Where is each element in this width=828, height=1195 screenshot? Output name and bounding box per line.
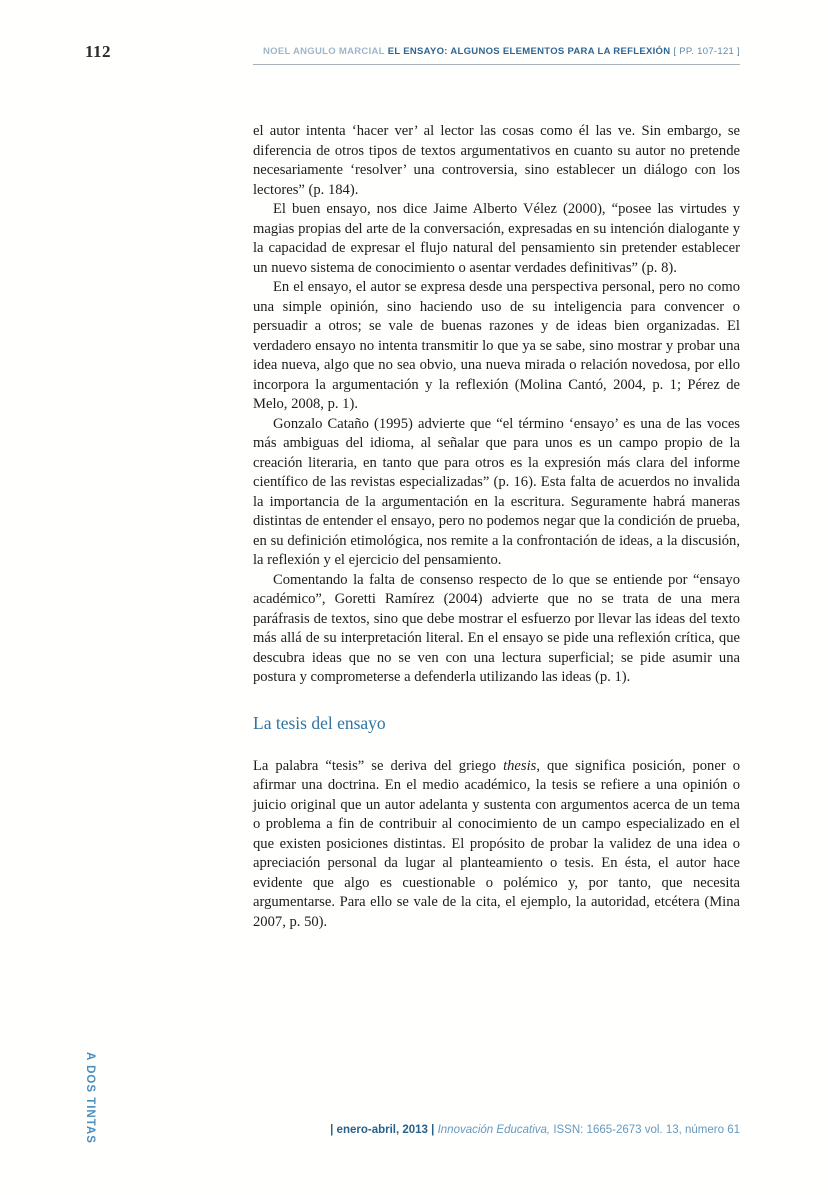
paragraph-text: , que significa posición, poner o afirmar una doctrina. En el medio académico, la tesis se refiere a una opinión o juicio original que un autor adelanta y sustenta con argumentos acerca de un tema o problema a fin de contribuir al conocimiento de un campo especializado en el que existen posiciones distintas. El propósito de probar la validez de una idea o apreciación personal da lugar al planteamiento o tesis. En ésta, el autor hace evidente que algo es cuestionable o polémico y, por tanto, que necesita argumentarse. Para ello se vale de la cita, el ejemplo, la autoridad, etcétera (Mina 2007, p. 50). bbox=[253, 757, 740, 930]
page-number: 112 bbox=[85, 42, 112, 61]
paragraph: En el ensayo, el autor se expresa desde una perspectiva personal, pero no como una simple opinión, sino haciendo uso de su inteligencia para convencer o persuadir a otros; se vale de buenas razones y de ideas bien organizadas. El verdadero ensayo no intenta transmitir lo que ya se sabe, sino mostrar y probar una idea nueva, algo que no sea obvio, una nueva mirada o relación novedosa, por ello incorpora la argumentación y la reflexión (Molina Cantó, 2004, p. 1; Pérez de Melo, 2008, p. 1). bbox=[253, 279, 740, 412]
paragraph: Gonzalo Cataño (1995) advierte que “el término ‘ensayo’ es una de las voces más ambiguas del idioma, al señalar que para unos es un campo propio de la creación literaria, en tanto que para otros es la expresión más clara del informe científico de las revistas especializadas” (p. 16). Esta falta de acuerdos no invalida la importancia de la argumentación en la escritura. Seguramente habrá maneras distintas de entender el ensayo, pero no podemos negar que la condición de prueba, en su definición etimológica, nos remite a la confrontación de ideas, a la discusión, la reflexión y el ejercicio del pensamiento. bbox=[253, 415, 740, 568]
section-label-vertical: A DOS TINTAS bbox=[84, 1052, 96, 1144]
paragraph: Comentando la falta de consenso respecto de lo que se entiende por “ensayo académico”, Goretti Ramírez (2004) advierte que no se trata de una mera paráfrasis de textos, sino que debe mostrar el esfuerzo por llevar las ideas del texto más allá de su interpretación literal. En el ensayo se pide una reflexión crítica, que descubra ideas que no se ven con una lectura superficial; se pide asumir una postura y comprometerse a defenderla utilizando las ideas (p. 1). bbox=[253, 571, 740, 685]
paragraph bbox=[253, 757, 740, 933]
italic-term: thesis bbox=[503, 757, 537, 774]
footer-journal-name: Innovación Educativa, bbox=[437, 1124, 551, 1136]
footer-issn-volume: ISSN: 1665-2673 vol. 13, número 61 bbox=[553, 1124, 740, 1136]
paragraph: el autor intenta ‘hacer ver’ al lector las cosas como él las ve. Sin embargo, se diferencia de otros tipos de textos argumentativos en cuanto su autor no pretende necesariamente ‘resolver’ una controversia, sino establecer un diálogo con los lectores” (p. 184). bbox=[253, 123, 740, 198]
section-heading: La tesis del ensayo bbox=[253, 712, 386, 733]
running-head bbox=[253, 46, 740, 65]
running-head-page-range: [ PP. 107-121 ] bbox=[673, 46, 740, 57]
running-head-title: EL ENSAYO: ALGUNOS ELEMENTOS PARA LA REFLEXIÓN bbox=[387, 46, 671, 57]
page-footer bbox=[253, 1124, 740, 1136]
paragraph: El buen ensayo, nos dice Jaime Alberto Vélez (2000), “posee las virtudes y magias propias del arte de la conversación, expresadas en su intención dialogante y la capacidad de expresar el flujo natural del pensamiento sin pretender establecer un nuevo sistema de conocimiento o asentar verdades definitivas” (p. 8). bbox=[253, 201, 740, 276]
footer-issue-date: | enero-abril, 2013 | bbox=[330, 1124, 435, 1136]
paragraph-text: La palabra “tesis” se deriva del griego bbox=[253, 757, 504, 774]
article-body bbox=[253, 122, 740, 932]
running-head-author: NOEL ANGULO MARCIAL bbox=[262, 46, 385, 57]
